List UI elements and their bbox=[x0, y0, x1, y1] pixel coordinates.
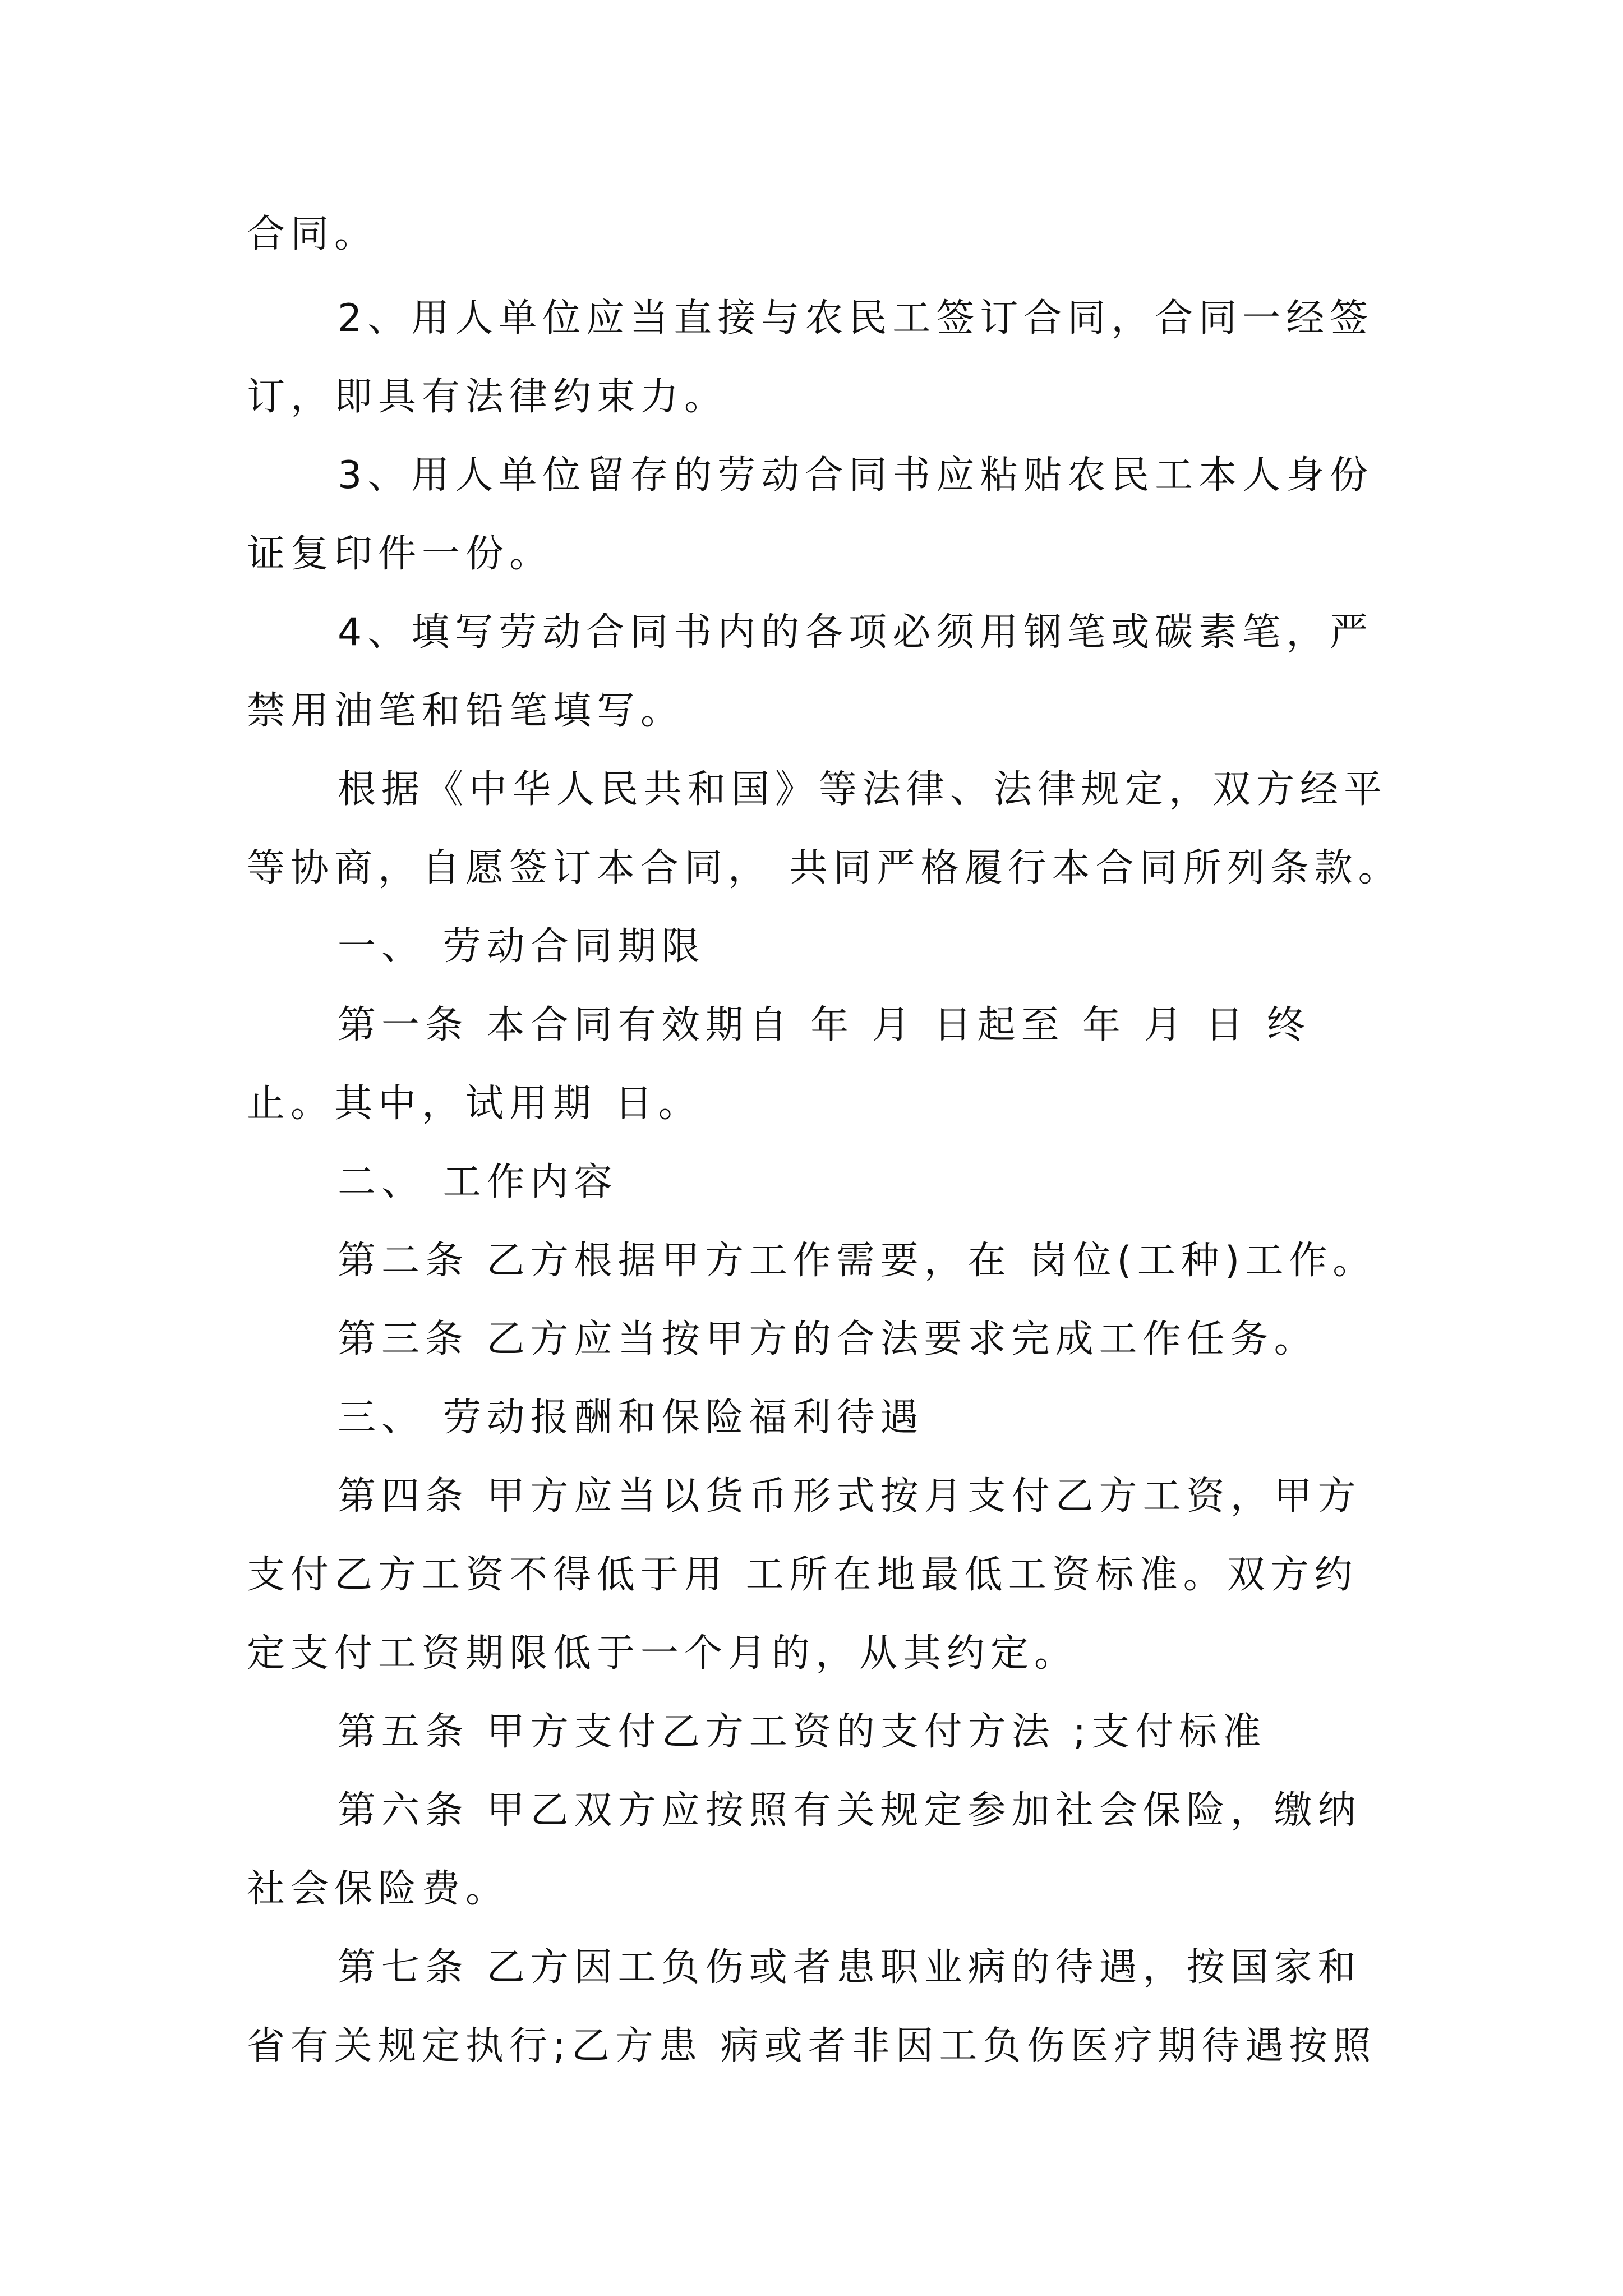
text-line: 第三条 乙方应当按甲方的合法要求完成工作任务。 bbox=[338, 1317, 1318, 1361]
text-line: 根据《中华人民共和国》等法律、法律规定，双方经平 bbox=[338, 767, 1388, 812]
text-line: 止。其中，试用期 日。 bbox=[247, 1082, 702, 1126]
text-line: 第四条 甲方应当以货币形式按月支付乙方工资，甲方 bbox=[338, 1474, 1362, 1519]
text-line: 第六条 甲乙双方应按照有关规定参加社会保险，缴纳 bbox=[338, 1788, 1362, 1833]
text-line: 社会保险费。 bbox=[247, 1867, 510, 1911]
section-heading: 三、 劳动报酬和保险福利待遇 bbox=[338, 1396, 924, 1440]
text-line: 3、用人单位留存的劳动合同书应粘贴农民工本人身份 bbox=[338, 453, 1374, 498]
text-line: 第七条 乙方因工负伤或者患职业病的待遇，按国家和 bbox=[338, 1945, 1362, 1990]
section-heading: 二、 工作内容 bbox=[338, 1160, 618, 1204]
section-heading: 一、 劳动合同期限 bbox=[338, 924, 706, 969]
text-line: 等协商，自愿签订本合同， 共同严格履行本合同所列条款。 bbox=[247, 846, 1402, 890]
text-line: 禁用油笔和铅笔填写。 bbox=[247, 689, 685, 733]
text-line: 订，即具有法律约束力。 bbox=[247, 375, 728, 419]
text-line: 2、用人单位应当直接与农民工签订合同，合同一经签 bbox=[338, 296, 1374, 341]
text-line: 4、填写劳动合同书内的各项必须用钢笔或碳素笔，严 bbox=[338, 610, 1374, 655]
text-line: 定支付工资期限低于一个月的，从其约定。 bbox=[247, 1631, 1078, 1676]
text-line: 支付乙方工资不得低于用 工所在地最低工资标准。双方约 bbox=[247, 1553, 1358, 1597]
text-line: 合同。 bbox=[247, 212, 379, 256]
text-line: 第五条 甲方支付乙方工资的支付方法 ;支付标准 bbox=[338, 1710, 1267, 1754]
text-line: 省有关规定执行;乙方患 病或者非因工负伤医疗期待遇按照 bbox=[247, 2024, 1377, 2068]
text-line: 证复印件一份。 bbox=[247, 532, 554, 576]
text-line: 第二条 乙方根据甲方工作需要，在 岗位(工种)工作。 bbox=[338, 1239, 1377, 1283]
text-line: 第一条 本合同有效期自 年 月 日起至 年 月 日 终 bbox=[338, 1003, 1311, 1047]
